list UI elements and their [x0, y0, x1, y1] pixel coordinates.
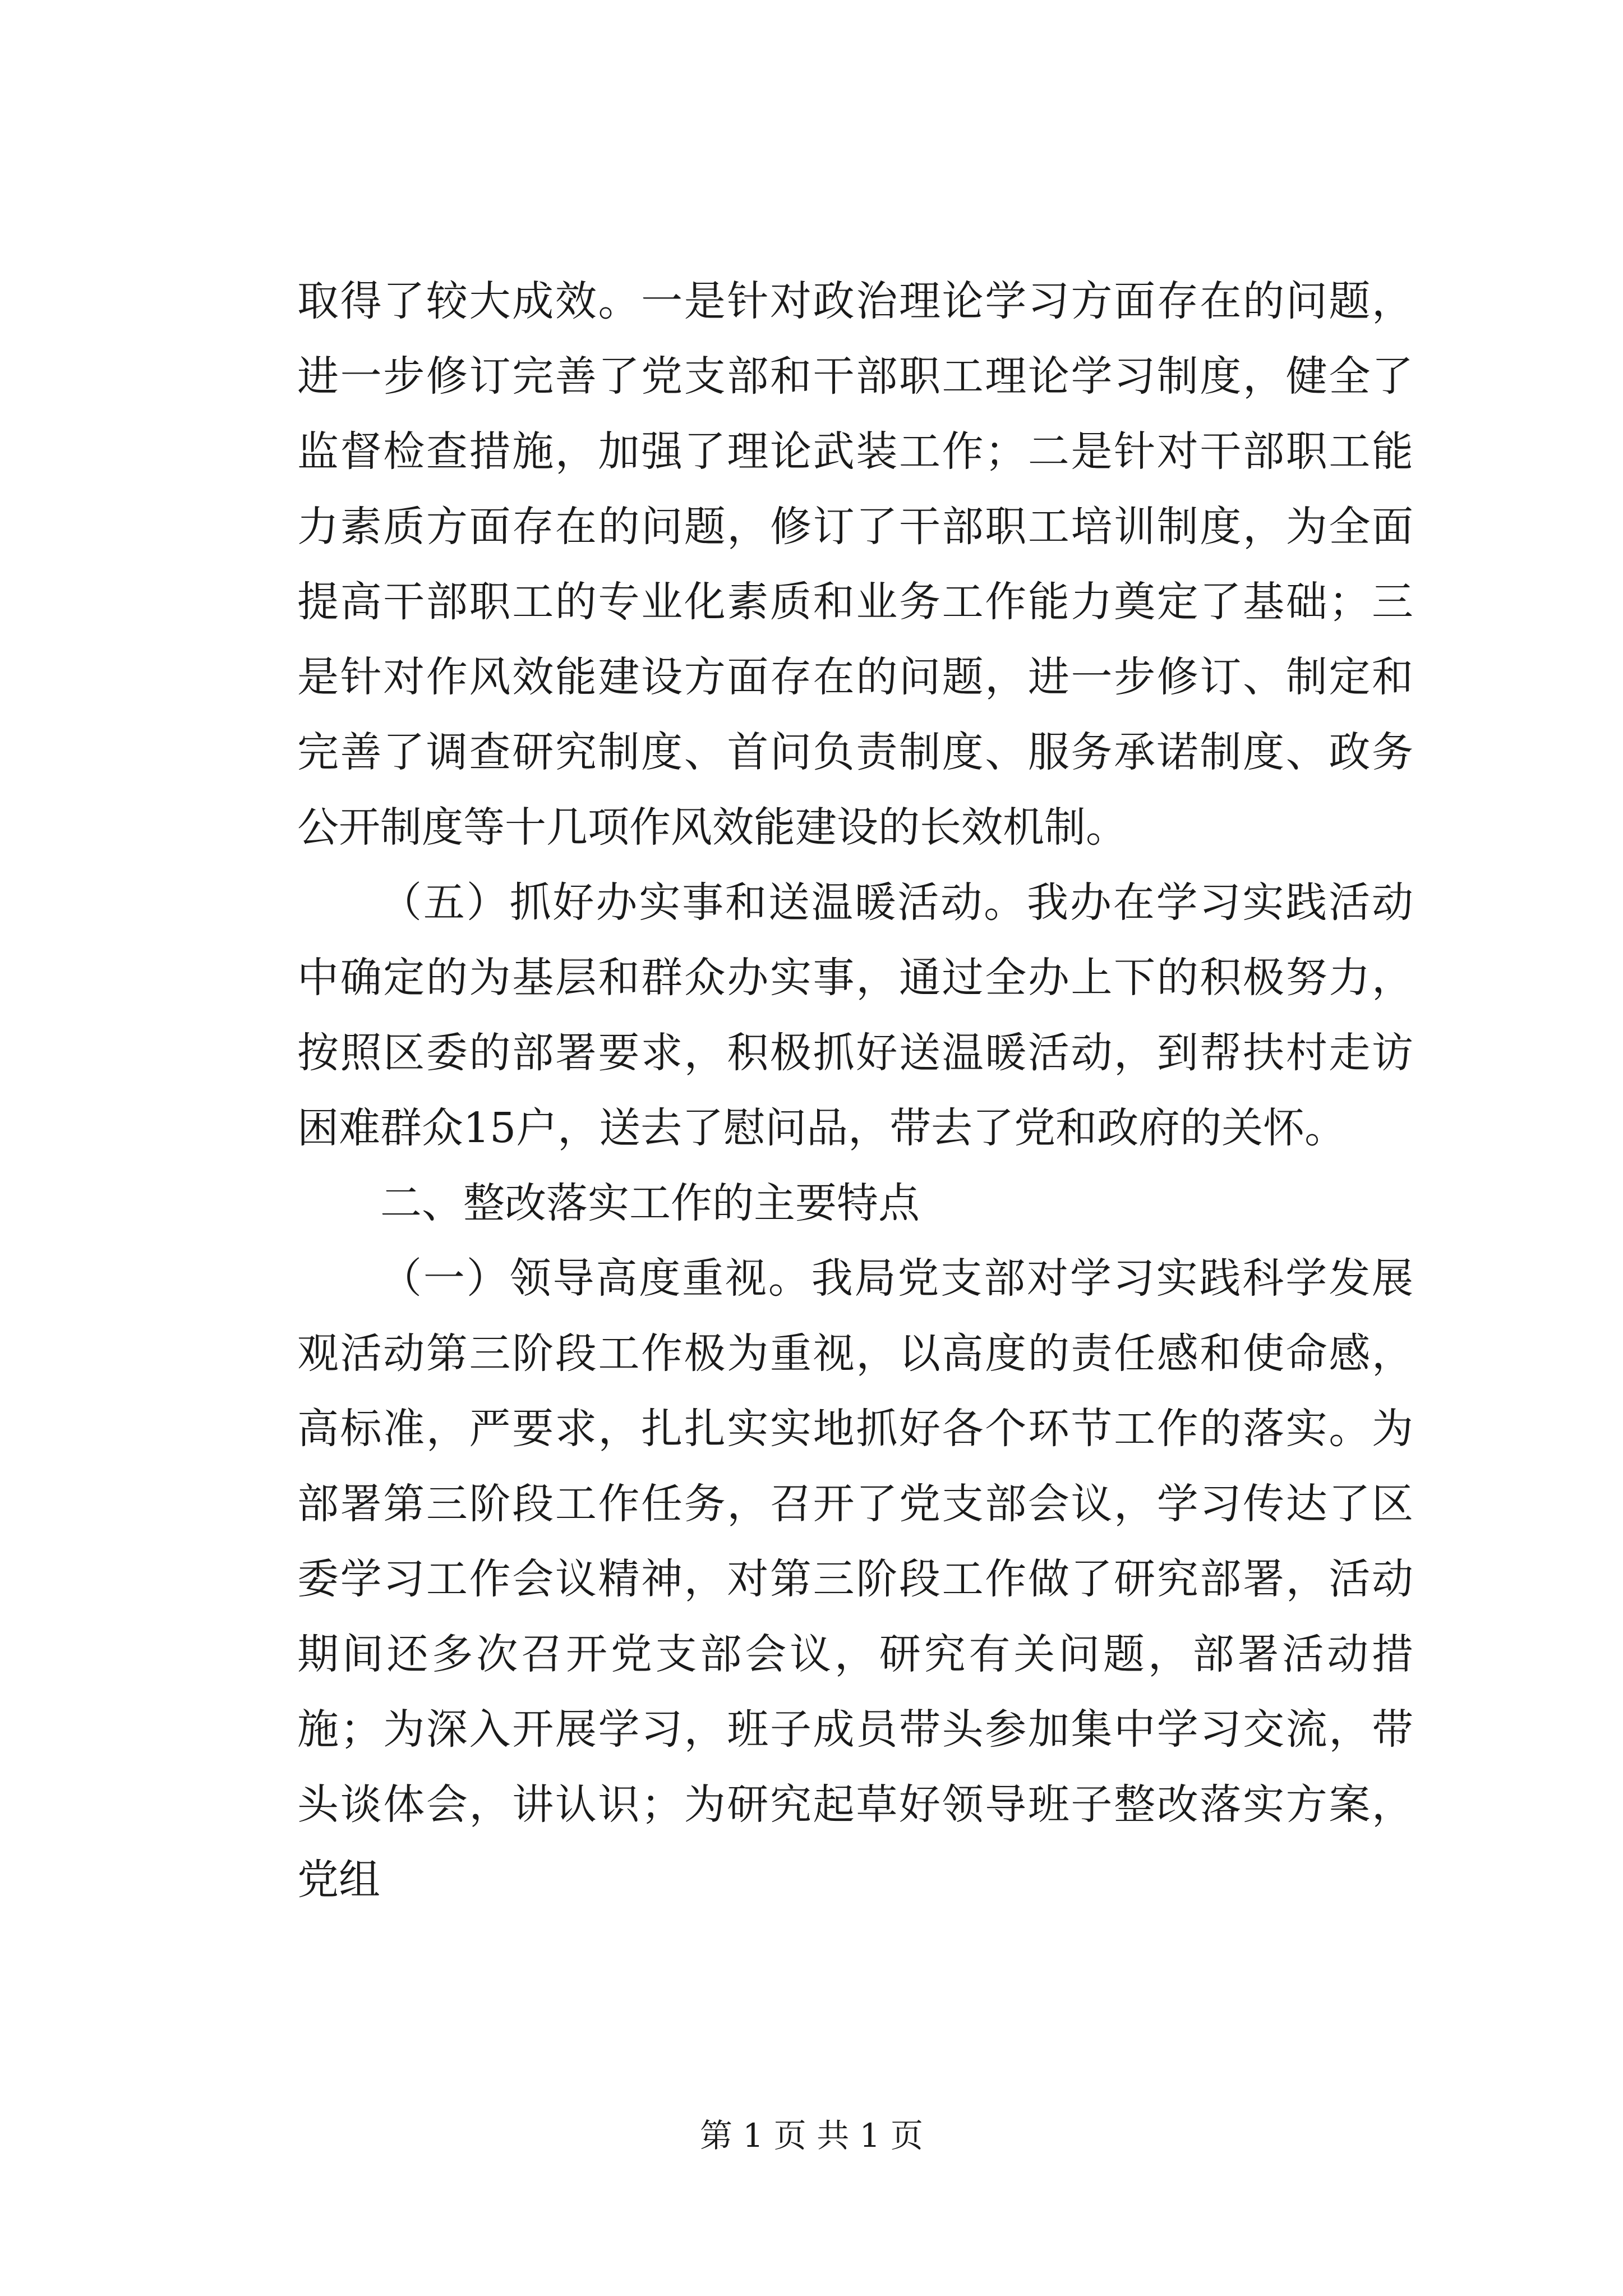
page-number-label: 第 1 页 共 1 页 — [700, 2116, 923, 2155]
document-body — [297, 264, 1413, 1917]
paragraph-section-five: （五）抓好办实事和送温暖活动。我办在学习实践活动中确定的为基层和群众办实事，通过全办上下的积极努力，按照区委的部署要求，积极抓好送温暖活动，到帮扶村走访困难群众15户，送去了慰问品，带去了党和政府的关怀。 — [297, 878, 1413, 1152]
paragraph-results: 取得了较大成效。一是针对政治理论学习方面存在的问题，进一步修订完善了党支部和干部职工理论学习制度，健全了监督检查措施，加强了理论武装工作；二是针对干部职工能力素质方面存在的问题，修订了干部职工培训制度，为全面提高干部职工的专业化素质和业务工作能力奠定了基础；三是针对作风效能建设方面存在的问题，进一步修订、制定和完善了调查研究制度、首问负责制度、服务承诺制度、政务公开制度等十几项作风效能建设的长效机制。 — [297, 277, 1413, 852]
page-footer — [0, 2109, 1623, 2156]
paragraph-section-one: （一）领导高度重视。我局党支部对学习实践科学发展观活动第三阶段工作极为重视，以高度的责任感和使命感，高标准，严要求，扎扎实实地抓好各个环节工作的落实。为部署第三阶段工作任务，召开了党支部会议，学习传达了区委学习工作会议精神，对第三阶段工作做了研究部署，活动期间还多次召开党支部会议，研究有关问题，部署活动措施；为深入开展学习，班子成员带头参加集中学习交流，带头谈体会，讲认识；为研究起草好领导班子整改落实方案，党组 — [297, 1254, 1413, 1904]
section-heading: 二、整改落实工作的主要特点 — [380, 1179, 920, 1227]
